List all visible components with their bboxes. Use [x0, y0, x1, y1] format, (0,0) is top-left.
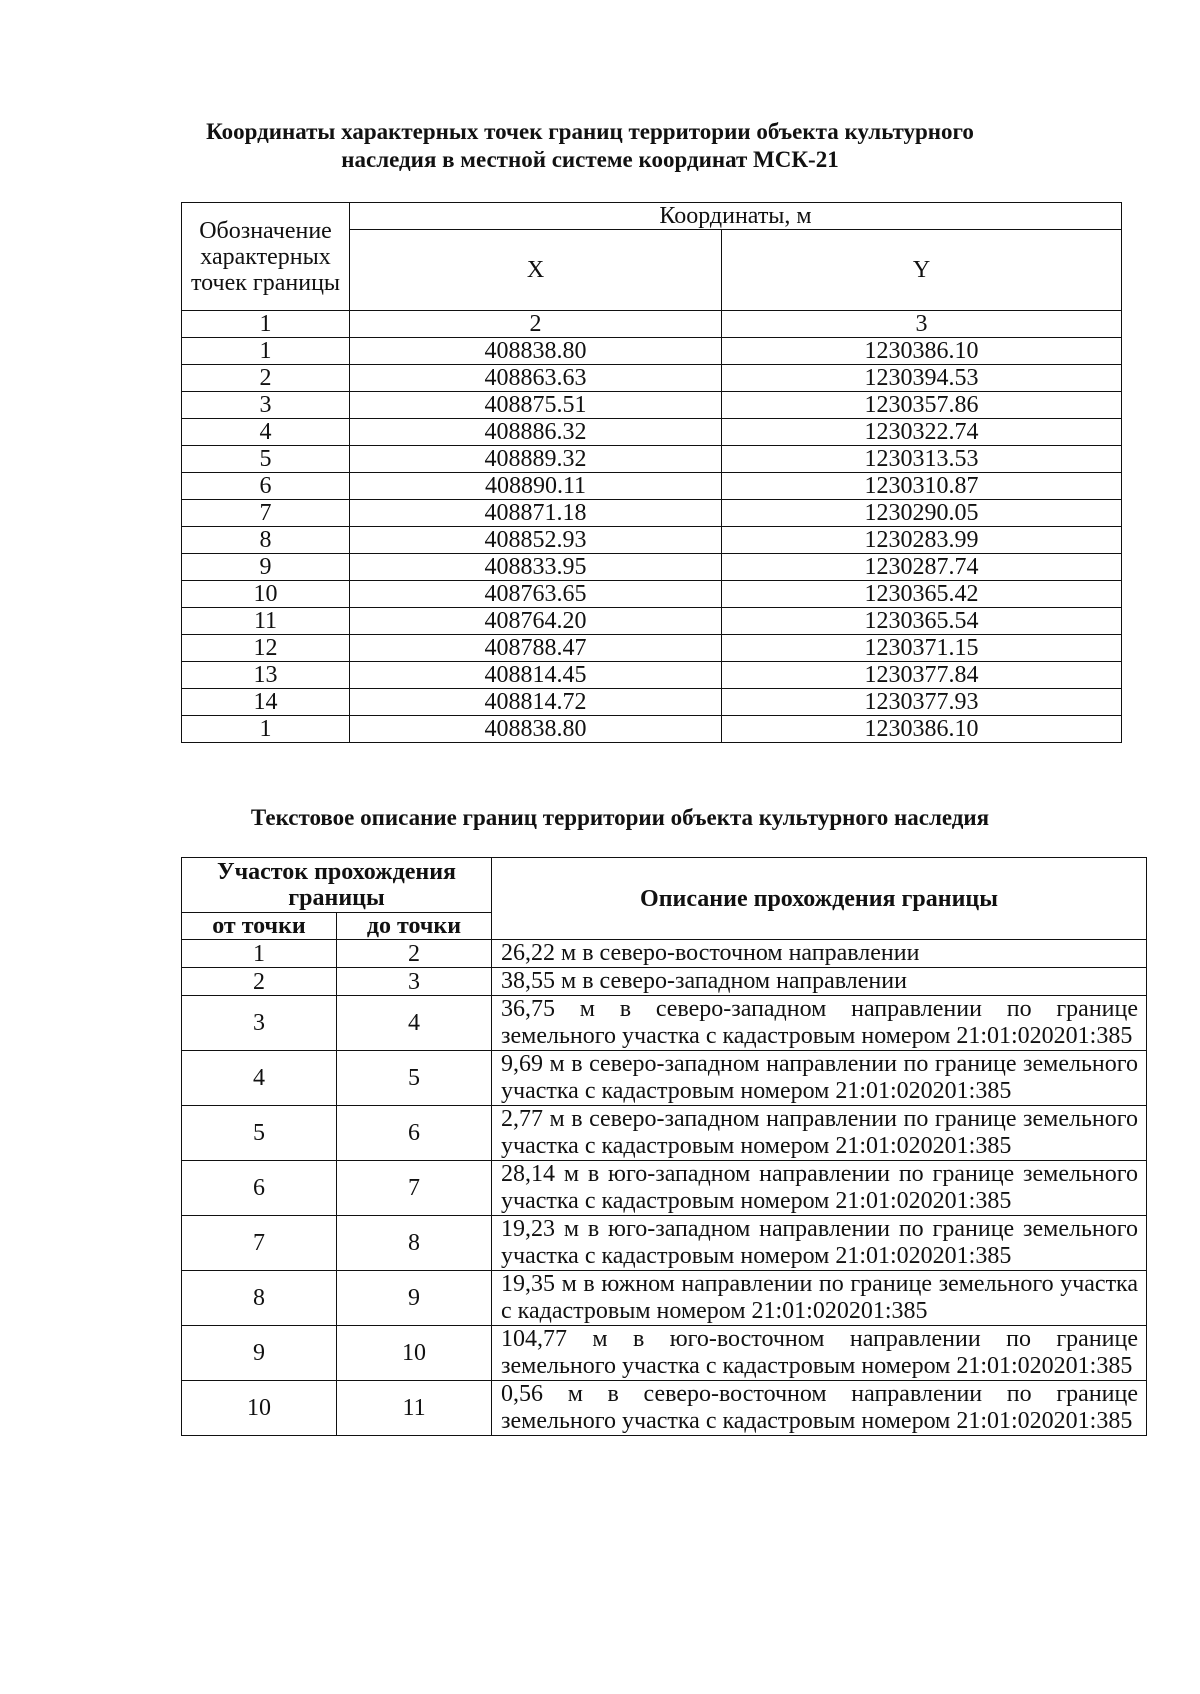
coord-cell-y: 1230377.84 — [722, 662, 1122, 689]
table-row — [182, 446, 1122, 473]
coord-cell-point: 1 — [182, 716, 350, 743]
table-row — [182, 1216, 1147, 1271]
header-x: X — [350, 230, 722, 311]
coord-cell-y: 1230357.86 — [722, 392, 1122, 419]
coord-cell-point: 6 — [182, 473, 350, 500]
segment-cell-to: 4 — [337, 996, 492, 1051]
table-row — [182, 940, 1147, 968]
coord-cell-x: 408871.18 — [350, 500, 722, 527]
segment-cell-desc: 0,56 м в северо-восточном направлении по границе земельного участка с кадастровым номером 21:01:020201:385 — [492, 1381, 1147, 1436]
coordinates-title-line1: Координаты характерных точек границ территории объекта культурного — [206, 119, 974, 144]
table-row — [182, 338, 1122, 365]
coord-cell-x: 408838.80 — [350, 716, 722, 743]
coord-cell-x: 408764.20 — [350, 608, 722, 635]
segment-cell-from: 3 — [182, 996, 337, 1051]
coord-cell-x: 408814.72 — [350, 689, 722, 716]
coordinates-title-line2: наследия в местной системе координат МСК-21 — [341, 147, 839, 172]
segment-cell-desc: 19,23 м в юго-западном направлении по границе земельного участка с кадастровым номером 21:01:020201:385 — [492, 1216, 1147, 1271]
column-number: 1 — [182, 311, 350, 338]
table-row — [182, 968, 1147, 996]
segment-cell-from: 10 — [182, 1381, 337, 1436]
table-row — [182, 662, 1122, 689]
coord-cell-point: 14 — [182, 689, 350, 716]
coord-cell-point: 8 — [182, 527, 350, 554]
coord-cell-point: 1 — [182, 338, 350, 365]
coord-cell-x: 408890.11 — [350, 473, 722, 500]
coord-cell-x: 408763.65 — [350, 581, 722, 608]
table-row — [182, 527, 1122, 554]
coord-cell-y: 1230287.74 — [722, 554, 1122, 581]
column-number: 2 — [350, 311, 722, 338]
coords-header-row-1 — [182, 203, 1122, 230]
segment-cell-desc: 26,22 м в северо-восточном направлении — [492, 940, 1147, 968]
table-row — [182, 716, 1122, 743]
segment-cell-desc: 104,77 м в юго-восточном направлении по границе земельного участка с кадастровым номером 21:01:020201:385 — [492, 1326, 1147, 1381]
table-row — [182, 635, 1122, 662]
coord-cell-y: 1230394.53 — [722, 365, 1122, 392]
segment-cell-from: 6 — [182, 1161, 337, 1216]
table-row — [182, 500, 1122, 527]
segment-cell-to: 7 — [337, 1161, 492, 1216]
table-row — [182, 554, 1122, 581]
segment-cell-to: 9 — [337, 1271, 492, 1326]
coordinates-title — [180, 118, 1000, 174]
table-row — [182, 996, 1147, 1051]
table-row — [182, 1381, 1147, 1436]
table-row — [182, 1161, 1147, 1216]
segment-cell-to: 8 — [337, 1216, 492, 1271]
column-number: 3 — [722, 311, 1122, 338]
coord-cell-point: 4 — [182, 419, 350, 446]
segment-cell-desc: 38,55 м в северо-западном направлении — [492, 968, 1147, 996]
table-row — [182, 1271, 1147, 1326]
segments-header-row-1 — [182, 858, 1147, 913]
table-row — [182, 473, 1122, 500]
segment-cell-to: 5 — [337, 1051, 492, 1106]
table-row — [182, 365, 1122, 392]
coord-cell-y: 1230322.74 — [722, 419, 1122, 446]
coord-cell-y: 1230377.93 — [722, 689, 1122, 716]
coord-cell-y: 1230365.54 — [722, 608, 1122, 635]
segment-cell-to: 6 — [337, 1106, 492, 1161]
coord-cell-x: 408838.80 — [350, 338, 722, 365]
segment-cell-from: 8 — [182, 1271, 337, 1326]
coords-column-numbers-row — [182, 311, 1122, 338]
segment-cell-from: 1 — [182, 940, 337, 968]
header-point-designation: Обозначение характерных точек границы — [182, 203, 350, 311]
coord-cell-x: 408833.95 — [350, 554, 722, 581]
header-y: Y — [722, 230, 1122, 311]
coord-cell-point: 10 — [182, 581, 350, 608]
coord-cell-y: 1230371.15 — [722, 635, 1122, 662]
header-segment: Участок прохождения границы — [182, 858, 492, 913]
header-coordinates: Координаты, м — [350, 203, 1122, 230]
table-row — [182, 392, 1122, 419]
coord-cell-point: 11 — [182, 608, 350, 635]
header-to-point: до точки — [337, 913, 492, 940]
coordinates-table — [181, 202, 1122, 743]
segment-cell-from: 4 — [182, 1051, 337, 1106]
table-row — [182, 1051, 1147, 1106]
coord-cell-point: 13 — [182, 662, 350, 689]
table-row — [182, 581, 1122, 608]
segment-cell-desc: 2,77 м в северо-западном направлении по границе земельного участка с кадастровым номером 21:01:020201:385 — [492, 1106, 1147, 1161]
coord-cell-point: 3 — [182, 392, 350, 419]
coord-cell-point: 9 — [182, 554, 350, 581]
segment-cell-from: 5 — [182, 1106, 337, 1161]
table-row — [182, 608, 1122, 635]
segment-cell-desc: 36,75 м в северо-западном направлении по границе земельного участка с кадастровым номером 21:01:020201:385 — [492, 996, 1147, 1051]
coord-cell-x: 408886.32 — [350, 419, 722, 446]
table-row — [182, 1326, 1147, 1381]
coord-cell-point: 2 — [182, 365, 350, 392]
coord-cell-y: 1230386.10 — [722, 338, 1122, 365]
coord-cell-x: 408814.45 — [350, 662, 722, 689]
segment-cell-from: 9 — [182, 1326, 337, 1381]
table-row — [182, 1106, 1147, 1161]
coord-cell-y: 1230283.99 — [722, 527, 1122, 554]
coord-cell-point: 12 — [182, 635, 350, 662]
coord-cell-y: 1230310.87 — [722, 473, 1122, 500]
segment-cell-desc: 9,69 м в северо-западном направлении по границе земельного участка с кадастровым номером 21:01:020201:385 — [492, 1051, 1147, 1106]
coord-cell-point: 5 — [182, 446, 350, 473]
segment-cell-to: 11 — [337, 1381, 492, 1436]
segment-cell-from: 2 — [182, 968, 337, 996]
coord-cell-x: 408852.93 — [350, 527, 722, 554]
header-description: Описание прохождения границы — [492, 858, 1147, 940]
segment-cell-to: 10 — [337, 1326, 492, 1381]
coord-cell-x: 408875.51 — [350, 392, 722, 419]
boundary-description-table — [181, 857, 1147, 1436]
table-row — [182, 689, 1122, 716]
coord-cell-y: 1230386.10 — [722, 716, 1122, 743]
coord-cell-x: 408889.32 — [350, 446, 722, 473]
coord-cell-y: 1230365.42 — [722, 581, 1122, 608]
segment-cell-to: 3 — [337, 968, 492, 996]
coord-cell-point: 7 — [182, 500, 350, 527]
coord-cell-y: 1230313.53 — [722, 446, 1122, 473]
segment-cell-desc: 19,35 м в южном направлении по границе земельного участка с кадастровым номером 21:01:020201:385 — [492, 1271, 1147, 1326]
segment-cell-from: 7 — [182, 1216, 337, 1271]
coord-cell-x: 408788.47 — [350, 635, 722, 662]
description-title: Текстовое описание границ территории объекта культурного наследия — [250, 805, 990, 830]
segment-cell-to: 2 — [337, 940, 492, 968]
coord-cell-x: 408863.63 — [350, 365, 722, 392]
coord-cell-y: 1230290.05 — [722, 500, 1122, 527]
header-from-point: от точки — [182, 913, 337, 940]
segment-cell-desc: 28,14 м в юго-западном направлении по границе земельного участка с кадастровым номером 21:01:020201:385 — [492, 1161, 1147, 1216]
table-row — [182, 419, 1122, 446]
